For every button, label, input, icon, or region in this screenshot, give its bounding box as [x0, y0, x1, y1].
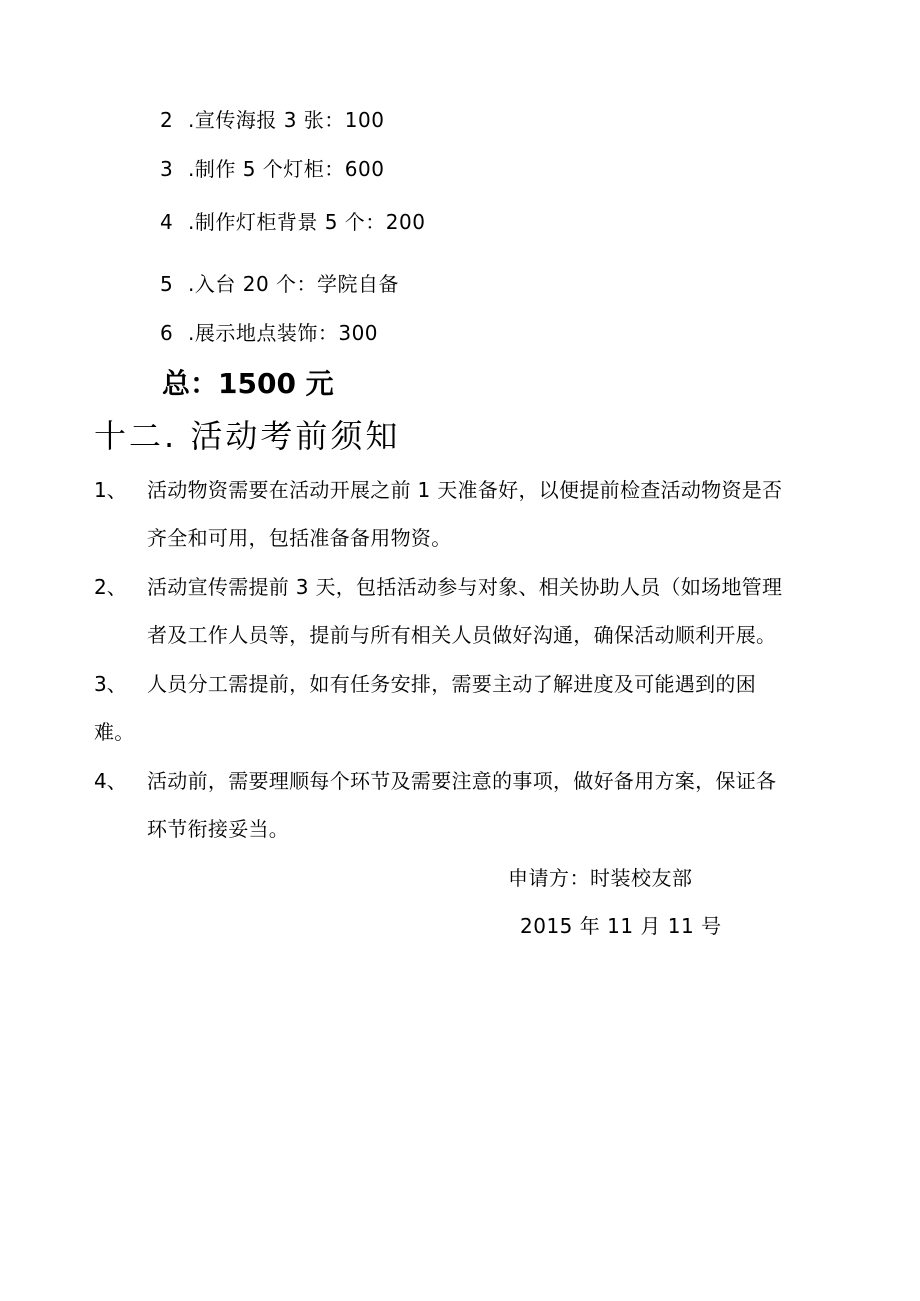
budget-item-number: 2	[160, 108, 174, 132]
budget-item	[160, 108, 384, 132]
applicant-signature: 申请方：时装校友部	[508, 866, 693, 890]
notice-line: 难。	[94, 720, 135, 744]
budget-item-text: .宣传海报 3 张：100	[188, 108, 385, 132]
budget-item	[160, 321, 378, 345]
budget-item-text: .展示地点装饰：300	[188, 321, 379, 345]
budget-item-text: .入台 20 个：学院自备	[188, 272, 400, 296]
notice-number: 2、	[94, 575, 127, 599]
budget-item-number: 6	[160, 321, 174, 345]
budget-item-text: .制作灯柜背景 5 个：200	[188, 210, 426, 234]
budget-item-number: 4	[160, 210, 174, 234]
notice-number: 3、	[94, 672, 127, 696]
section-title: 十二. 活动考前须知	[94, 417, 401, 455]
notice-line: 活动宣传需提前 3 天，包括活动参与对象、相关协助人员（如场地管理	[147, 575, 783, 599]
budget-item-number: 3	[160, 157, 174, 181]
notice-line: 活动前，需要理顺每个环节及需要注意的事项，做好备用方案，保证各	[147, 769, 777, 793]
budget-total: 总：1500 元	[162, 367, 334, 400]
budget-item	[160, 157, 384, 181]
notice-number: 4、	[94, 769, 127, 793]
notice-line: 活动物资需要在活动开展之前 1 天准备好，以便提前检查活动物资是否	[147, 478, 783, 502]
budget-item	[160, 210, 425, 234]
notice-line: 人员分工需提前，如有任务安排，需要主动了解进度及可能遇到的困	[147, 672, 756, 696]
notice-line: 者及工作人员等，提前与所有相关人员做好沟通，确保活动顺利开展。	[147, 623, 777, 647]
budget-item-text: .制作 5 个灯柜：600	[188, 157, 385, 181]
notice-line: 齐全和可用，包括准备备用物资。	[147, 526, 452, 550]
budget-item-number: 5	[160, 272, 174, 296]
budget-item	[160, 272, 399, 296]
notice-line: 环节衔接妥当。	[147, 817, 290, 841]
signature-date: 2015 年 11 月 11 号	[520, 914, 722, 938]
notice-number: 1、	[94, 478, 127, 502]
